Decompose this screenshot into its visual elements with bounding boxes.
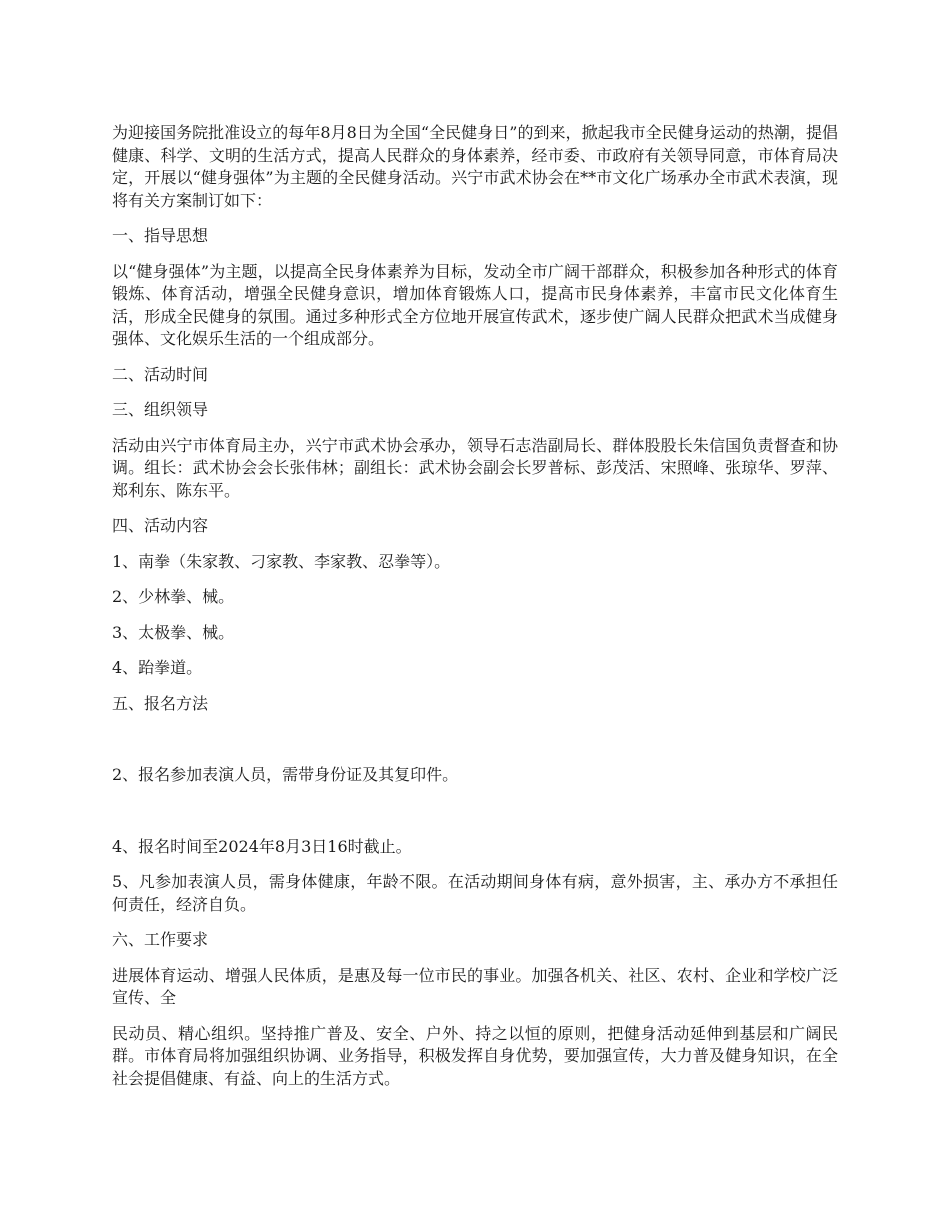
signup-item: 5、凡参加表演人员，需身体健康，年龄不限。在活动期间身体有病，意外损害，主、承办方不承担任何责任，经济自负。 bbox=[112, 872, 838, 914]
intro-paragraph: 为迎接国务院批准设立的每年8月8日为全国“全民健身日”的到来，掀起我市全民健身运动的热潮，提倡健康、科学、文明的生活方式，提高人民群众的身体素养，经市委、市政府有关领导同意，市体育局决定，开展以“健身强体”为主题的全民健身活动。兴宁市武术协会在**市文化广场承办全市武术表演，现将有关方案制订如下： bbox=[112, 123, 838, 210]
content-item: 3、太极拳、械。 bbox=[112, 622, 235, 642]
work-paragraph: 民动员、精心组织。坚持推广普及、安全、户外、持之以恒的原则，把健身活动延伸到基层和广阔民群。市体育局将加强组织协调、业务指导，积极发挥自身优势，要加强宣传，大力普及健身知识，在全社会提倡健康、有益、向上的生活方式。 bbox=[112, 1023, 838, 1088]
section-heading-time: 二、活动时间 bbox=[112, 364, 209, 384]
section-heading-work: 六、工作要求 bbox=[112, 930, 209, 949]
organization-paragraph: 活动由兴宁市体育局主办，兴宁市武术协会承办，领导石志浩副局长、群体股股长朱信国负责督查和协调。组长：武术协会会长张伟林；副组长：武术协会副会长罗普标、彭茂活、宋照峰、张琼华、罗萍、郑利东、陈东平。 bbox=[112, 435, 838, 500]
section-heading-guiding: 一、指导思想 bbox=[112, 226, 209, 245]
guiding-paragraph: 以“健身强体”为主题，以提高全民身体素养为目标，发动全市广阔干部群众，积极参加各种形式的体育锻炼、体育活动，增强全民健身意识，增加体育锻炼人口，提高市民身体素养，丰富市民文化体育生活，形成全民健身的氛围。通过多种形式全方位地开展宣传武术，逐步使广阔人民群众把武术当成健身强体、文化娱乐生活的一个组成部分。 bbox=[112, 261, 838, 348]
section-heading-content: 四、活动内容 bbox=[112, 516, 209, 535]
signup-item: 4、报名时间至2024年8月3日16时截止。 bbox=[112, 836, 412, 856]
signup-item: 2、报名参加表演人员，需带身份证及其复印件。 bbox=[112, 765, 459, 784]
content-item: 2、少林拳、械。 bbox=[112, 587, 235, 606]
section-heading-signup: 五、报名方法 bbox=[112, 693, 209, 713]
document-body bbox=[112, 122, 838, 1103]
content-item: 4、跆拳道。 bbox=[112, 658, 203, 677]
work-paragraph: 进展体育运动、增强人民体质，是惠及每一位市民的事业。加强各机关、社区、农村、企业和学校广泛宣传、全 bbox=[112, 965, 838, 1007]
content-item: 1、南拳（朱家教、刁家教、李家教、忍拳等）。 bbox=[112, 551, 451, 571]
section-heading-organization: 三、组织领导 bbox=[112, 400, 209, 419]
